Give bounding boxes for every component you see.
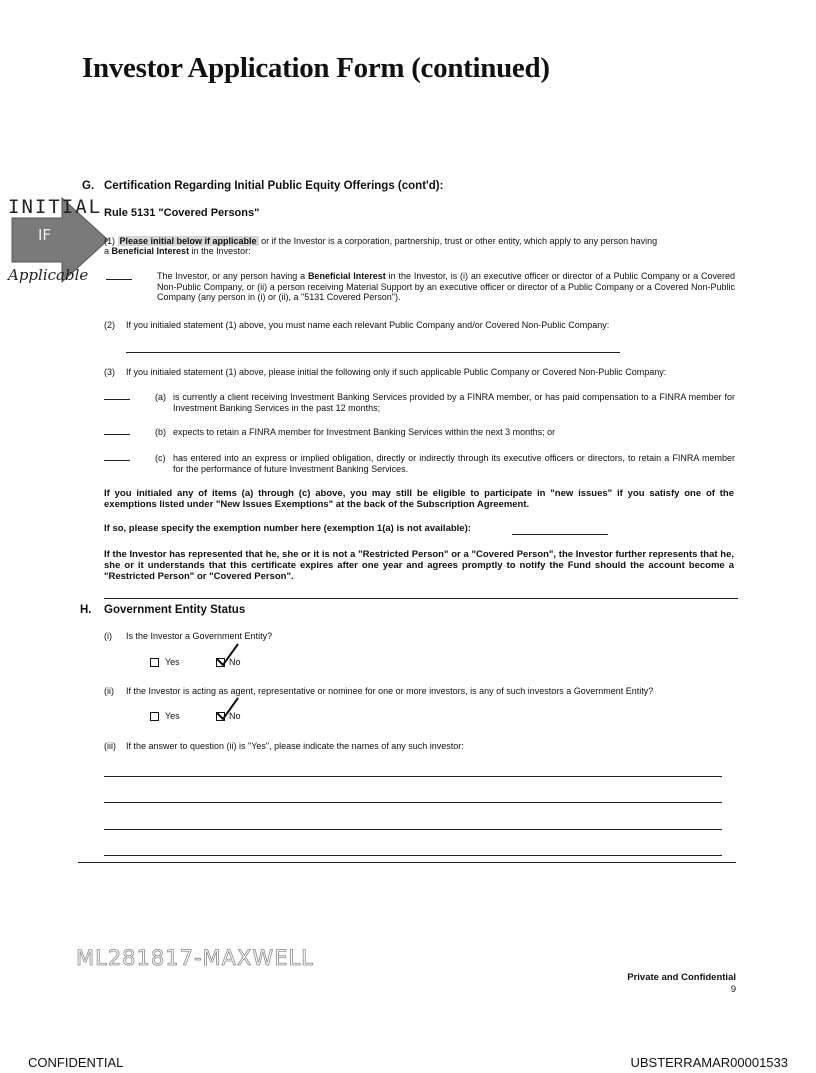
section-h-heading: Government Entity Status xyxy=(104,604,246,616)
question-1-yes-checkbox[interactable] xyxy=(150,658,159,667)
investor-name-line-4[interactable] xyxy=(104,855,722,856)
private-confidential-label: Private and Confidential xyxy=(627,972,736,983)
item-1-instruction: Please initial below if applicable xyxy=(119,236,257,246)
question-2-no-option[interactable]: No xyxy=(216,711,241,721)
investor-name-line-1[interactable] xyxy=(104,776,722,777)
page-title: Investor Application Form (continued) xyxy=(82,52,550,84)
document-stamp-id: ML281817-MAXWELL xyxy=(76,946,314,970)
investor-name-line-2[interactable] xyxy=(104,802,722,803)
section-divider xyxy=(104,598,738,599)
item-2-text: If you initialed statement (1) above, you must name each relevant Public Company and/or Covered Non-Public Company: xyxy=(126,320,610,330)
item-1-initial-line[interactable] xyxy=(106,279,132,280)
annotation-if: IF xyxy=(38,226,52,244)
sub-item-c-text: has entered into an express or implied obligation, directly or indirectly through its executive officers or directors, to retain a FINRA member for the performance of future Investment Banking Services. xyxy=(173,453,735,474)
restricted-person-representation: If the Investor has represented that he, she or it is not a "Restricted Person" or a "Covered Person", the Investor further represents that he, she or it understands that this certificate expires after one year and agrees promptly to notify the Fund should the account become a "Restricted Person" or "Covered Person". xyxy=(104,549,734,582)
question-2-number: (ii) xyxy=(104,686,114,696)
sub-item-c-label: (c) xyxy=(155,453,166,463)
question-1-no-option[interactable]: No xyxy=(216,657,241,667)
item-3-text: If you initialed statement (1) above, please initial the following only if such applicable Public Company or Covered Non-Public Company: xyxy=(126,367,667,377)
question-2-yes-checkbox[interactable] xyxy=(150,712,159,721)
section-g-letter: G. xyxy=(82,180,95,192)
item-1-text: or if the Investor is a corporation, partnership, trust or other entity, which apply to any person having xyxy=(261,236,658,246)
exemption-number-field[interactable] xyxy=(512,534,608,535)
sub-item-b-initial-line[interactable] xyxy=(104,434,130,435)
question-1-checkmark-icon xyxy=(214,642,240,668)
beneficial-interest-term: Beneficial Interest xyxy=(111,246,190,256)
question-2-checkmark-icon xyxy=(214,696,240,722)
exemption-eligibility-paragraph: If you initialed any of items (a) through (c) above, you may still be eligible to participate in "new issues" if you satisfy one of the exemptions listed under "New Issues Exemptions" at the back of the Subscription Agreement. xyxy=(104,488,734,510)
footer-confidential: CONFIDENTIAL xyxy=(28,1055,124,1070)
item-1-line2: a Beneficial Interest in the Investor: xyxy=(104,246,251,256)
question-2-text: If the Investor is acting as agent, representative or nominee for one or more investors, is any of such investors a Government Entity? xyxy=(126,686,654,696)
sub-item-a-initial-line[interactable] xyxy=(104,399,130,400)
sub-item-c-initial-line[interactable] xyxy=(104,460,130,461)
footer-bates-number: UBSTERRAMAR00001533 xyxy=(630,1055,788,1070)
annotation-initial: INITIAL xyxy=(8,196,103,218)
item-2-number: (2) xyxy=(104,320,115,330)
question-1-text: Is the Investor a Government Entity? xyxy=(126,631,273,641)
section-bottom-rule xyxy=(78,862,736,863)
sub-item-b-text: expects to retain a FINRA member for Investment Banking Services within the next 3 months; or xyxy=(173,427,556,437)
page-number: 9 xyxy=(730,984,736,995)
section-h-letter: H. xyxy=(80,604,92,616)
rule-5131-title: Rule 5131 "Covered Persons" xyxy=(104,207,260,219)
investor-name-line-3[interactable] xyxy=(104,829,722,830)
section-g-heading: Certification Regarding Initial Public Equity Offerings (cont'd): xyxy=(104,180,444,192)
annotation-applicable: Applicable xyxy=(8,266,89,284)
question-2-yes-option[interactable]: Yes xyxy=(150,711,180,721)
item-2-company-field[interactable] xyxy=(126,352,620,353)
sub-item-b-label: (b) xyxy=(155,427,166,437)
item-1 xyxy=(104,236,736,247)
question-1-number: (i) xyxy=(104,631,112,641)
question-1-yes-option[interactable]: Yes xyxy=(150,657,180,667)
sub-item-a-label: (a) xyxy=(155,392,166,402)
item-3-number: (3) xyxy=(104,367,115,377)
question-3-number: (iii) xyxy=(104,741,116,751)
item-1-number: (1) xyxy=(104,236,115,246)
exemption-number-prompt: If so, please specify the exemption number here (exemption 1(a) is not available): xyxy=(104,523,471,534)
item-1-statement: The Investor, or any person having a Beneficial Interest in the Investor, is (i) an executive officer or director of a Public Company or a Covered Non-Public Company, or (ii) a person receiving Material Support by an executive officer or director of a Public Company or a Covered Non-Public Company (any person in (i) or (ii), a "5131 Covered Person"). xyxy=(157,271,735,302)
sub-item-a-text: is currently a client receiving Investment Banking Services provided by a FINRA member, or has paid compensation to a FINRA member for Investment Banking Services in the past 12 months; xyxy=(173,392,735,413)
question-3-text: If the answer to question (ii) is "Yes", please indicate the names of any such investor: xyxy=(126,741,464,751)
